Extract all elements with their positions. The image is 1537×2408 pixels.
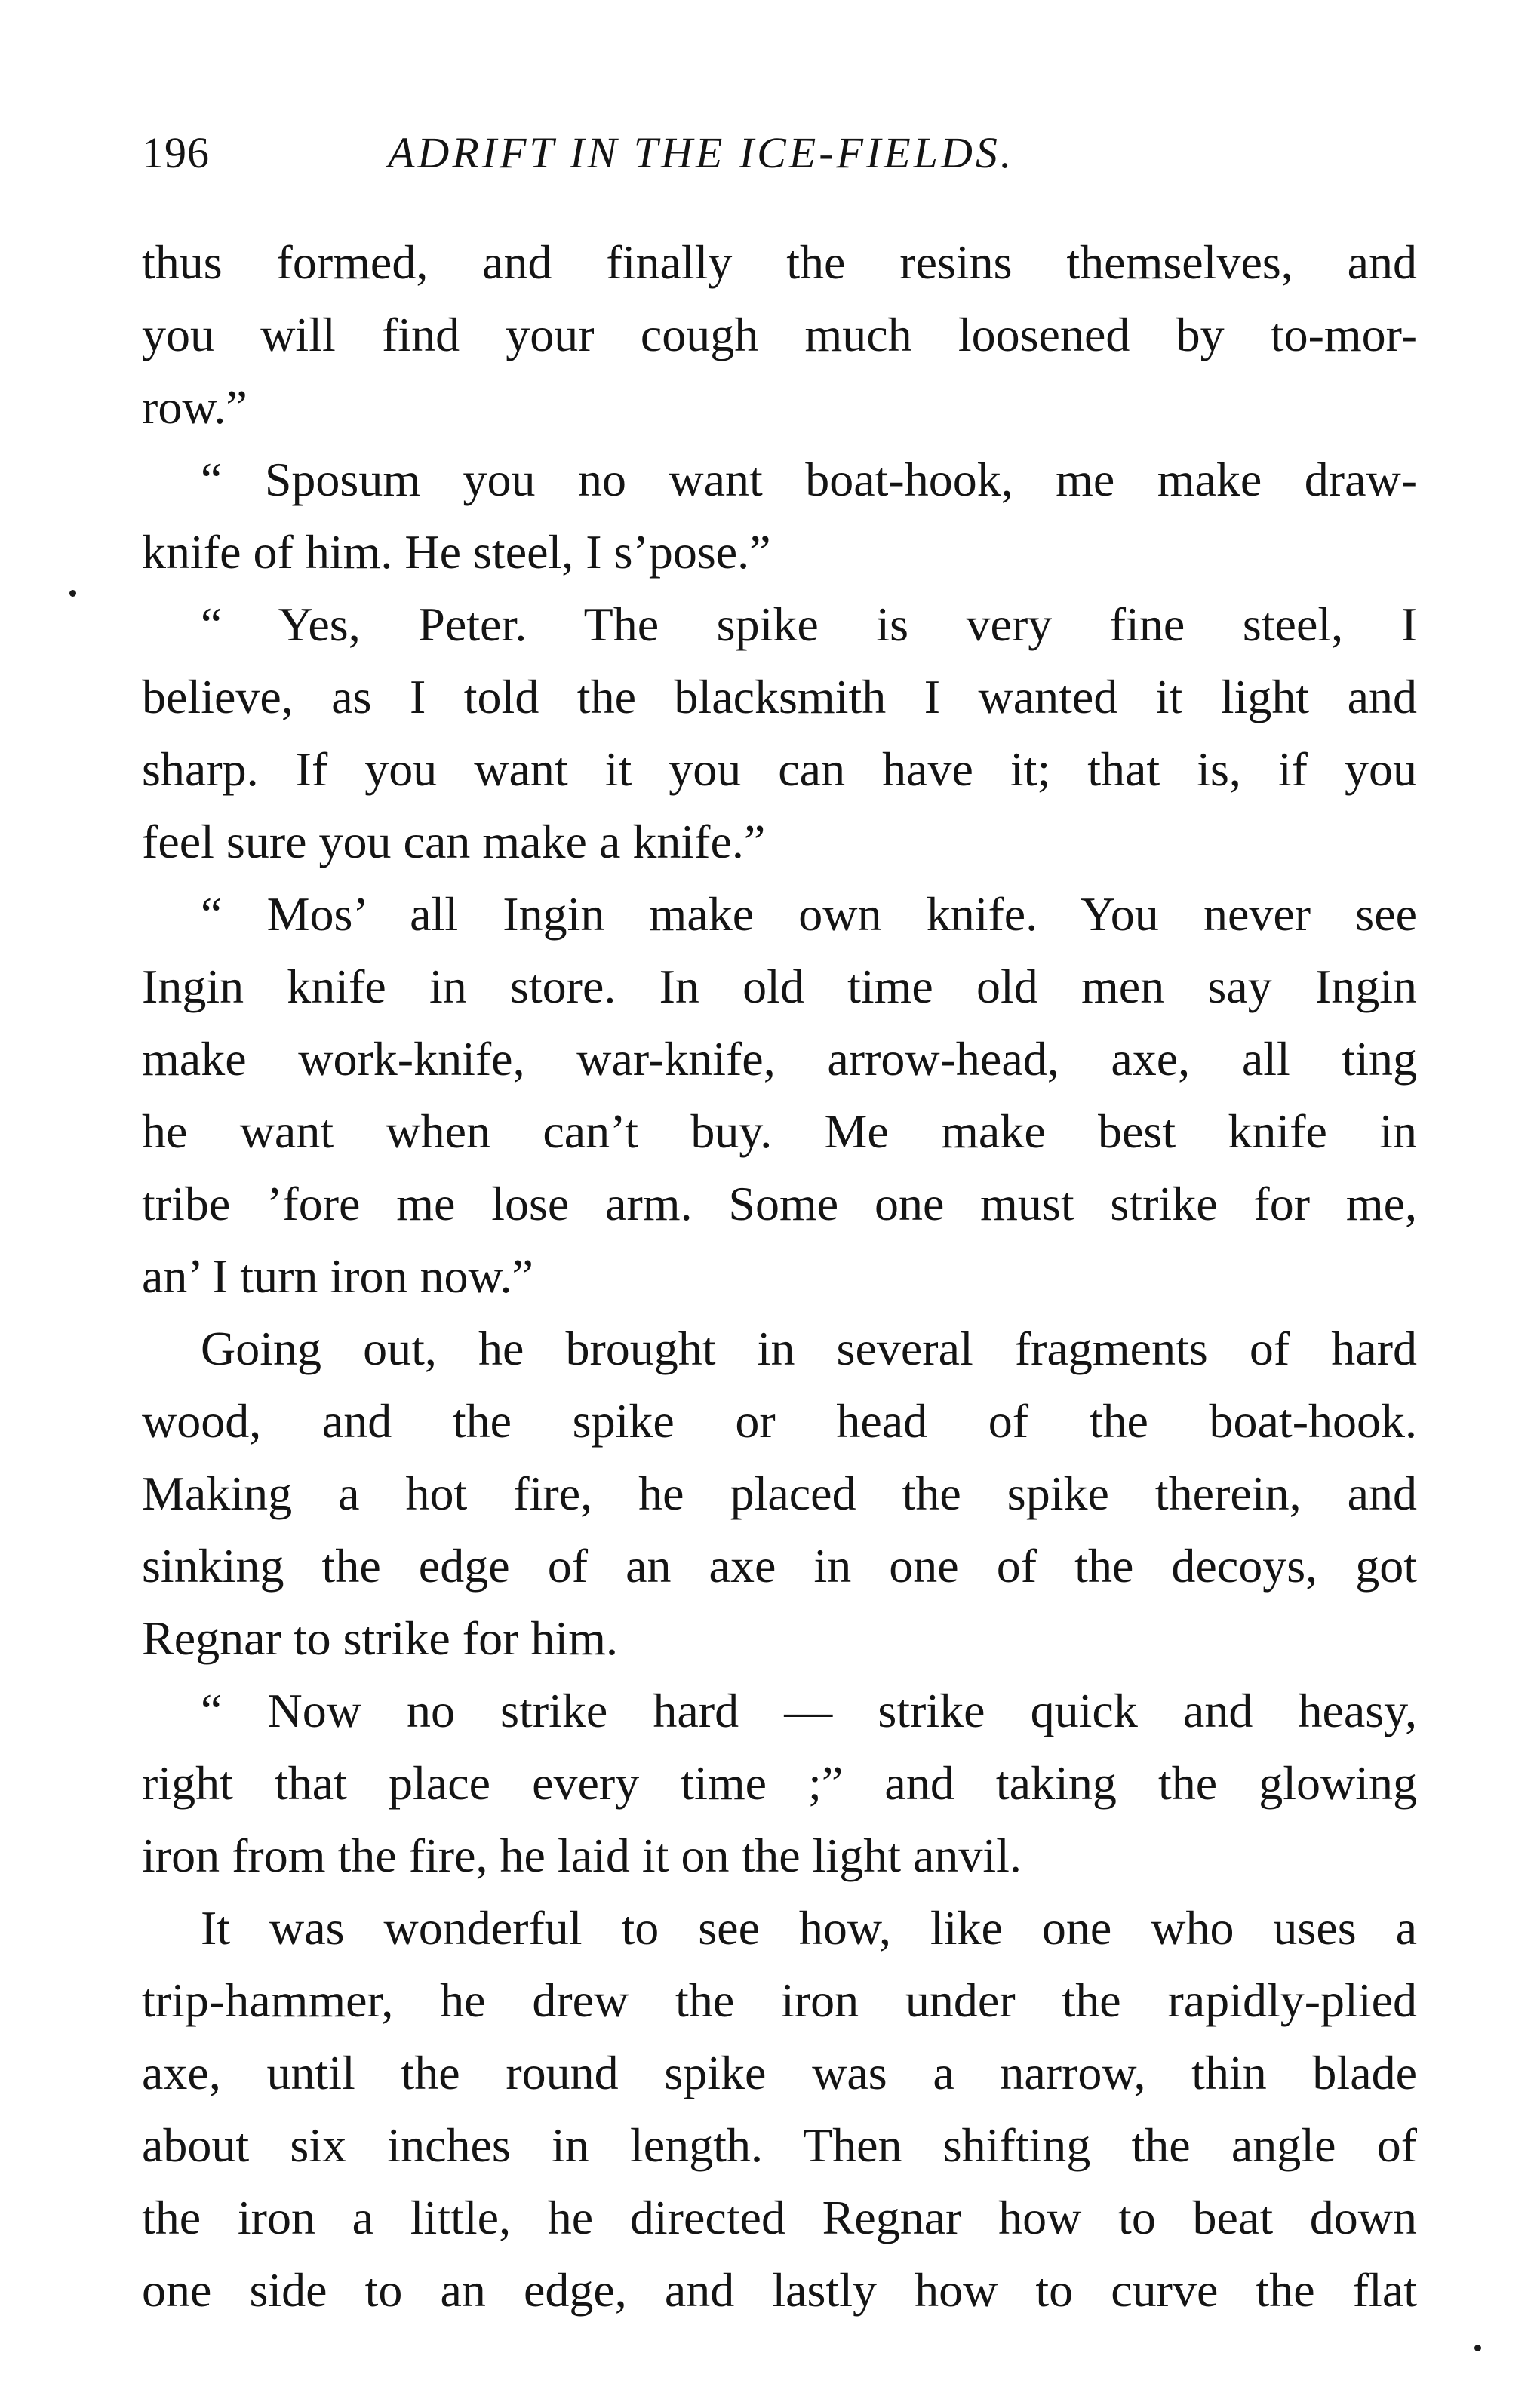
text-line: It was wonderful to see how, like one who uses a	[201, 1901, 1417, 1955]
text-line: the iron a little, he directed Regnar how to beat down	[142, 2191, 1417, 2244]
text-line: an’ I turn iron now.”	[142, 1249, 533, 1303]
text-line: sinking the edge of an axe in one of the decoys, got	[142, 1539, 1417, 1593]
text-line: Going out, he brought in several fragments of hard	[201, 1322, 1417, 1375]
text-line: knife of him. He steel, I s’pose.”	[142, 525, 771, 579]
text-line: one side to an edge, and lastly how to curve the flat	[142, 2263, 1417, 2317]
text-line: make work-knife, war-knife, arrow-head, axe, all ting	[142, 1032, 1417, 1086]
ink-speck	[1474, 2345, 1481, 2351]
running-head	[142, 127, 1417, 180]
page-number: 196	[142, 128, 210, 177]
text-line: feel sure you can make a knife.”	[142, 815, 766, 868]
text-line: iron from the fire, he laid it on the light anvil.	[142, 1829, 1022, 1882]
text-line: Regnar to strike for him.	[142, 1611, 618, 1665]
running-title: ADRIFT IN THE ICE-FIELDS.	[388, 128, 1015, 177]
text-line: “ Yes, Peter. The spike is very fine steel, I	[201, 597, 1417, 651]
text-line: row.”	[142, 380, 247, 434]
text-line: he want when can’t buy. Me make best knife in	[142, 1104, 1417, 1158]
text-line: right that place every time ;” and taking the glowing	[142, 1756, 1417, 1810]
text-line: thus formed, and finally the resins themselves, and	[142, 235, 1417, 289]
body-text	[142, 226, 1417, 2327]
text-line: Ingin knife in store. In old time old men say Ingin	[142, 960, 1417, 1013]
text-line: you will find your cough much loosened by to-mor-	[142, 308, 1417, 361]
text-line: “ Sposum you no want boat-hook, me make draw-	[201, 453, 1417, 506]
ink-speck	[69, 590, 76, 597]
text-line: tribe ’fore me lose arm. Some one must strike for me,	[142, 1177, 1417, 1230]
text-line: “ Now no strike hard — strike quick and heasy,	[201, 1684, 1417, 1737]
text-line: sharp. If you want it you can have it; that is, if you	[142, 742, 1417, 796]
text-line: believe, as I told the blacksmith I wanted it light and	[142, 670, 1417, 723]
text-line: trip-hammer, he drew the iron under the rapidly-plied	[142, 1973, 1417, 2027]
text-line: “ Mos’ all Ingin make own knife. You never see	[201, 887, 1417, 941]
text-line: wood, and the spike or head of the boat-hook.	[142, 1394, 1417, 1448]
text-line: Making a hot fire, he placed the spike therein, and	[142, 1467, 1417, 1520]
text-line: axe, until the round spike was a narrow, thin blade	[142, 2046, 1417, 2099]
text-line: about six inches in length. Then shifting the angle of	[142, 2118, 1417, 2172]
